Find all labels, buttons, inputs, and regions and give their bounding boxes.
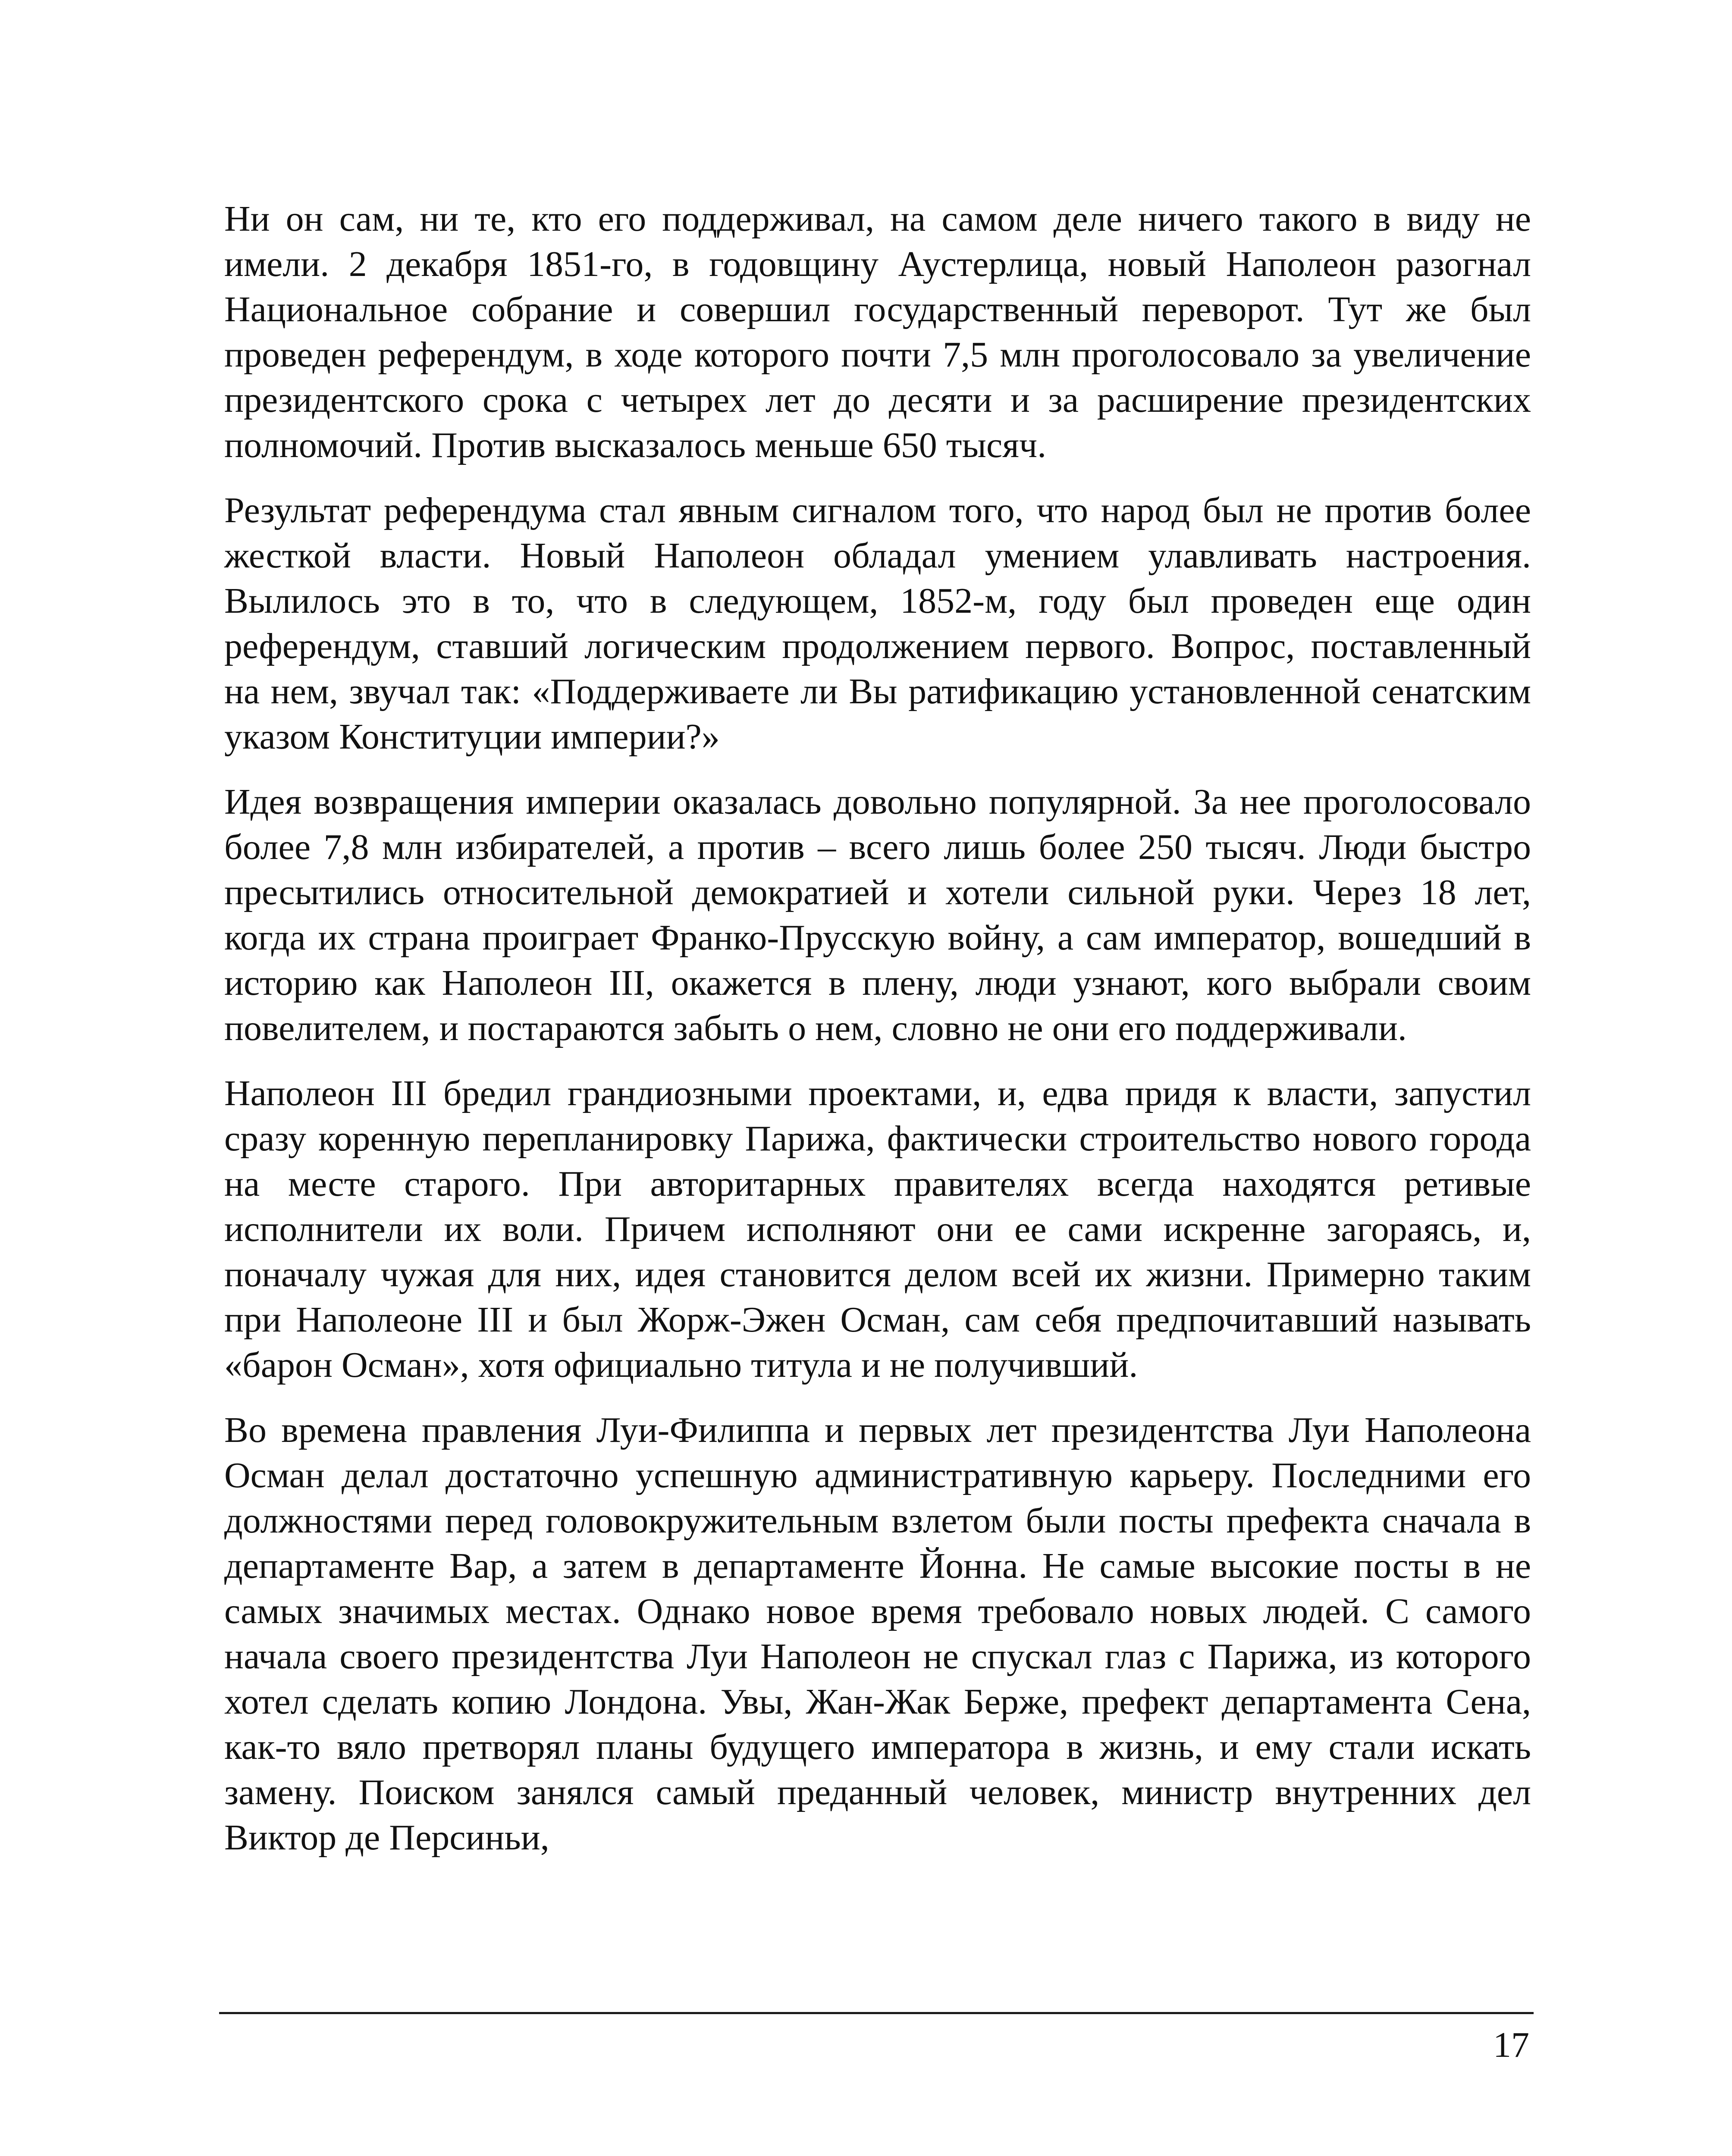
paragraph-4: Наполеон III бредил грандиозными проектами, и, едва придя к власти, запустил сразу коренную перепланировку Парижа, фактически строительство нового города на месте старого. При авторитарных правителях всегда находятся ретивые исполнители их воли. Причем исполняют они ее сами искренне загораясь, и, поначалу чужая для них, идея становится делом всей их жизни. Примерно таким при Наполеоне III и был Жорж-Эжен Осман, сам себя предпочитавший называть «барон Осман», хотя официально титула и не получивший. — [224, 1073, 1531, 1385]
paragraph-1: Ни он сам, ни те, кто его поддерживал, на самом деле ничего такого в виду не имели. 2 декабря 1851-го, в годовщину Аустерлица, новый Наполеон разогнал Национальное собрание и совершил государственный переворот. Тут же был проведен референдум, в ходе которого почти 7,5 млн проголосовало за увеличение президентского срока с четырех лет до десяти и за расширение президентских полномочий. Против высказалось меньше 650 тысяч. — [224, 199, 1531, 465]
paragraph-3: Идея возвращения империи оказалась довольно популярной. За нее проголосовало более 7,8 млн избирателей, а против – всего лишь более 250 тысяч. Люди быстро пресытились относительной демократией и хотели сильной руки. Через 18 лет, когда их страна проиграет Франко-Прусскую войну, а сам император, вошедший в историю как Наполеон III, окажется в плену, люди узнают, кого выбрали своим повелителем, и постараются забыть о нем, словно не они его поддерживали. — [224, 782, 1531, 1048]
footer-divider — [219, 2012, 1534, 2014]
page-number: 17 — [1493, 2025, 1529, 2065]
paragraph-2: Результат референдума стал явным сигналом того, что народ был не против более жесткой власти. Новый Наполеон обладал умением улавливать настроения. Вылилось это в то, что в следующем, 1852-м, году был проведен еще один референдум, ставший логическим продолжением первого. Вопрос, поставленный на нем, звучал так: «Поддерживаете ли Вы ратификацию установленной сенатским указом Конституции империи?» — [224, 490, 1531, 757]
paragraph-5: Во времена правления Луи-Филиппа и первых лет президентства Луи Наполеона Осман делал достаточно успешную административную карьеру. Последними его должностями перед головокружительным взлетом были посты префекта сначала в департаменте Вар, а затем в департаменте Йонна. Не самые высокие посты в не самых значимых местах. Однако новое время требовало новых людей. С самого начала своего президентства Луи Наполеон не спускал глаз с Парижа, из которого хотел сделать копию Лондона. Увы, Жан-Жак Берже, префект департамента Сена, как-то вяло претворял планы будущего императора в жизнь, и ему стали искать замену. Поиском занялся самый преданный человек, министр внутренних дел Виктор де Персиньи, — [224, 1410, 1531, 1858]
body-text — [224, 196, 1531, 1880]
